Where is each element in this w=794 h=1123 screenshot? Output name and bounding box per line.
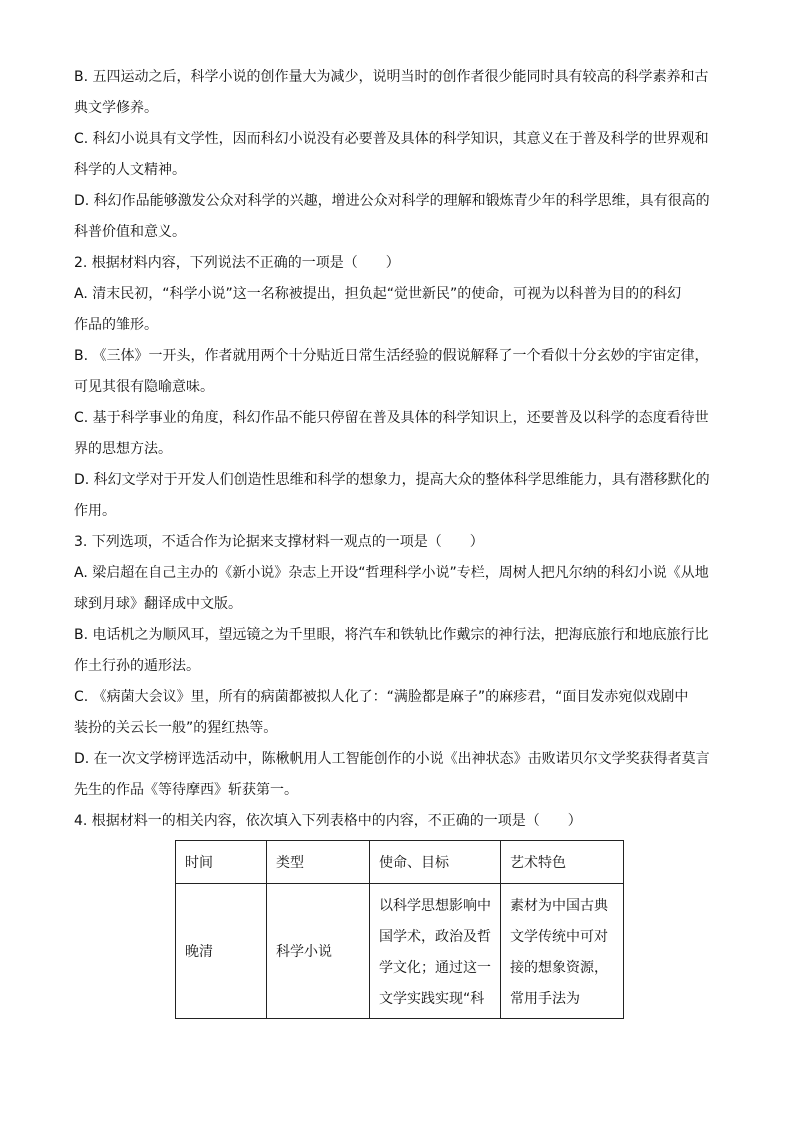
cell-line: 国学术，政治及哲 <box>379 929 491 945</box>
text-line: 先生的作品《等待摩西》斩获第一。 <box>74 782 298 798</box>
table-cell-art <box>501 884 624 1019</box>
text-line: 科普价值和意义。 <box>74 224 186 240</box>
cell-line: 接的想象资源， <box>510 960 608 976</box>
document-body <box>74 62 720 837</box>
table-header-row <box>176 841 624 884</box>
table-header-art: 艺术特色 <box>501 841 624 884</box>
cell-line: 常用手法为 <box>510 991 580 1007</box>
table-header-time: 时间 <box>176 841 267 884</box>
text-line: D. 科幻作品能够激发公众对科学的兴趣，增进公众对科学的理解和锻炼青少年的科学思维，具有很高的 <box>74 193 710 209</box>
text-line: B. 五四运动之后，科学小说的创作量大为减少，说明当时的创作者很少能同时具有较高的科学素养和古 <box>74 69 709 85</box>
text-line: 球到月球》翻译成中文版。 <box>74 596 242 612</box>
cell-line: 素材为中国古典 <box>510 898 608 914</box>
table-cell-type: 科学小说 <box>267 884 370 1019</box>
text-line: 作土行孙的遁形法。 <box>74 658 200 674</box>
table-row <box>176 884 624 1019</box>
table-cell-time: 晚清 <box>176 884 267 1019</box>
table-header-mission: 使命、目标 <box>370 841 501 884</box>
text-line: 作用。 <box>74 503 116 519</box>
text-line: 科学的人文精神。 <box>74 162 186 178</box>
text-line: B. 《三体》一开头，作者就用两个十分贴近日常生活经验的假说解释了一个看似十分玄妙的宇宙定律， <box>74 348 709 364</box>
table-header-type: 类型 <box>267 841 370 884</box>
text-line: 典文学修养。 <box>74 100 158 116</box>
table-cell-mission <box>370 884 501 1019</box>
cell-line: 文学实践实现“科 <box>379 991 485 1007</box>
text-line: 可见其很有隐喻意味。 <box>74 379 214 395</box>
text-line: A. 清末民初，“科学小说”这一名称被提出，担负起“觉世新民”的使命，可视为以科普为目的的科幻 <box>74 286 682 302</box>
question-3-stem: 3. 下列选项，不适合作为论据来支撑材料一观点的一项是（ ） <box>74 534 484 550</box>
text-line: C. 《病菌大会议》里，所有的病菌都被拟人化了：“满脸都是麻子”的麻疹君，“面目发赤宛似戏剧中 <box>74 689 689 705</box>
text-line: C. 科幻小说具有文学性，因而科幻小说没有必要普及具体的科学知识，其意义在于普及科学的世界观和 <box>74 131 709 147</box>
cell-line: 学文化；通过这一 <box>379 960 491 976</box>
text-line: D. 科幻文学对于开发人们创造性思维和科学的想象力，提高大众的整体科学思维能力，具有潜移默化的 <box>74 472 710 488</box>
cell-line: 以科学思想影响中 <box>379 898 491 914</box>
question-4-stem: 4. 根据材料一的相关内容，依次填入下列表格中的内容，不正确的一项是（ ） <box>74 813 582 829</box>
text-line: C. 基于科学事业的角度，科幻作品不能只停留在普及具体的科学知识上，还要普及以科学的态度看待世 <box>74 410 709 426</box>
answer-table <box>175 840 624 1019</box>
text-line: 界的思想方法。 <box>74 441 172 457</box>
text-line: B. 电话机之为顺风耳，望远镜之为千里眼，将汽车和铁轨比作戴宗的神行法，把海底旅行和地底旅行比 <box>74 627 709 643</box>
question-2-stem: 2. 根据材料内容，下列说法不正确的一项是（ ） <box>74 255 400 271</box>
text-line: 装扮的关云长一般”的猩红热等。 <box>74 720 278 736</box>
text-line: 作品的雏形。 <box>74 317 158 333</box>
text-line: A. 梁启超在自己主办的《新小说》杂志上开设“哲理科学小说”专栏，周树人把凡尔纳的科幻小说《从地 <box>74 565 709 581</box>
text-line: D. 在一次文学榜评选活动中，陈楸帆用人工智能创作的小说《出神状态》击败诺贝尔文学奖获得者莫言 <box>74 751 710 767</box>
cell-line: 文学传统中可对 <box>510 929 608 945</box>
